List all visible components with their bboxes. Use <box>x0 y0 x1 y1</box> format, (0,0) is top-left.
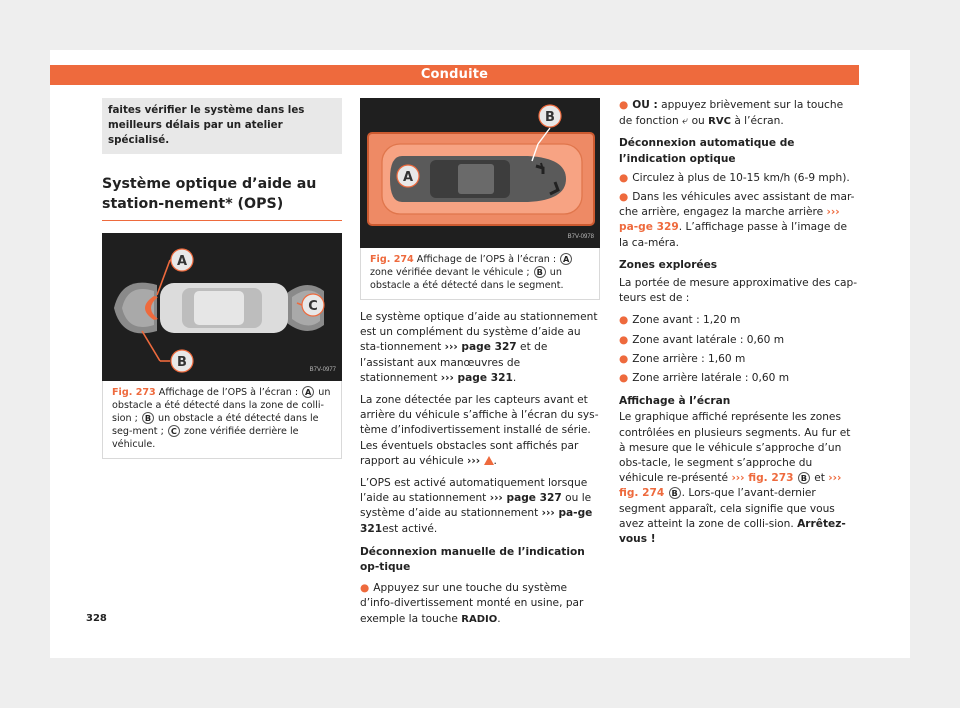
bullet-item: ● Circulez à plus de 10-15 km/h (6-9 mph). <box>619 171 850 184</box>
page-link[interactable]: ››› <box>467 454 481 467</box>
caption-text: zone vérifiée devant le véhicule ; <box>370 267 530 278</box>
page-link[interactable]: ››› pa-ge 329 <box>619 206 840 234</box>
figure-273-caption <box>102 381 342 459</box>
figure-273 <box>102 233 342 459</box>
figure-label: Fig. 273 <box>112 387 156 398</box>
figure-label: Fig. 274 <box>370 254 414 265</box>
subheading: Zones explorées <box>619 258 718 271</box>
callout-b-label: B <box>177 355 187 370</box>
subheading: Affichage à l’écran <box>619 395 731 408</box>
rvc-button-label: RVC <box>708 116 731 128</box>
bullet-icon: ● <box>619 352 629 365</box>
figure-link[interactable]: ››› fig. 273 <box>731 472 794 485</box>
fig273-car <box>160 283 288 333</box>
bullet-icon: ● <box>619 333 629 346</box>
paragraph: La portée de mesure approximative des cap-teurs est de : <box>619 277 858 305</box>
figure-code: B7V-0978 <box>567 233 594 240</box>
zone-item: ● Zone arrière latérale : 0,60 m <box>619 372 790 385</box>
back-arrow-icon: ⤶ <box>682 114 689 128</box>
marker-b: B <box>669 487 681 499</box>
figure-273-image <box>102 233 342 381</box>
caption-text: Affichage de l’OPS à l’écran : <box>158 387 299 398</box>
bullet-icon: ● <box>619 372 629 385</box>
page-link[interactable]: ››› page 327 <box>444 341 517 354</box>
paragraph: Le graphique affiché représente les zones contrôlées en plusieurs segments. Au fur et à mesure que le véhicule s’approche d’un obs-tacle, le segment s’approche du véhicule re-présenté ››› fig. 273 B et ››› fig. 274 B . Lors-que l’avant-dernier segment apparaît, cela signifie que vous avez atteint la zone de colli-sion. Arrêtez-vous ! <box>619 411 851 546</box>
notice-box: faites vérifier le système dans les meilleurs délais par un atelier spécialisé. <box>102 98 342 154</box>
figure-274-caption <box>360 248 600 300</box>
figure-274 <box>360 98 600 300</box>
bullet-icon: ● <box>619 171 629 184</box>
page-link[interactable]: ››› page 321 <box>440 371 513 384</box>
bullet-item: ● Dans les véhicules avec assistant de mar-che arrière, engagez la marche arrière ››› pa-ge 329. L’affichage passe à l’image de la ca-méra. <box>619 191 855 249</box>
caption-text: un obstacle a été détecté dans le seg-ment ; <box>112 413 319 437</box>
column-1 <box>102 98 342 459</box>
zone-item: ● Zone avant latérale : 0,60 m <box>619 333 785 346</box>
radio-button-label: RADIO <box>461 613 498 625</box>
caption-text: un obstacle a été détecté dans la zone de colli-sion ; <box>112 387 331 424</box>
paragraph: Le système optique d’aide au stationnement est un complément du système d’aide au sta-tionnement ››› page 327 et de l’assistant aux manœuvres de stationnement ››› page 321. <box>360 311 598 384</box>
callout-a-label: A <box>402 170 414 185</box>
zone-item: ● Zone avant : 1,20 m <box>619 314 741 327</box>
callout-c-label: C <box>308 299 318 314</box>
marker-b: B <box>534 266 546 278</box>
page-link[interactable]: ››› pa-ge 321 <box>360 507 593 535</box>
callout-a-label: A <box>176 254 188 269</box>
paragraph: La zone détectée par les capteurs avant et arrière du véhicule s’affiche à l’écran du sys-tème d’infodivertissement installé de série. Les éventuels obstacles sont affichés par rapport au véhicule ››› . <box>360 394 599 467</box>
figure-274-image <box>360 98 600 248</box>
figure-code: B7V-0977 <box>309 366 336 373</box>
bullet-icon: ● <box>619 314 629 327</box>
warning-icon <box>484 456 494 465</box>
paragraph: L’OPS est activé automatiquement lorsque l’aide au stationnement ››› page 327 ou le système d’aide au stationnement ››› pa-ge 321est activé. <box>360 477 593 535</box>
marker-a: A <box>302 386 314 398</box>
zone-item: ● Zone arrière : 1,60 m <box>619 352 746 365</box>
chapter-header: Conduite <box>50 65 859 85</box>
section-title: Système optique d’aide au station-nement* (OPS) <box>102 174 342 221</box>
figure-link[interactable]: ››› fig. 274 <box>619 472 842 500</box>
marker-c: C <box>168 425 180 437</box>
body-text <box>360 310 600 627</box>
marker-b: B <box>798 472 810 484</box>
page-number: 328 <box>86 613 107 624</box>
marker-b: B <box>142 412 154 424</box>
bullet-item: ● Appuyez sur une touche du système d’info-divertissement monté en usine, par exemple la touche RADIO. <box>360 582 584 625</box>
marker-a: A <box>560 253 572 265</box>
column-2 <box>360 98 600 631</box>
bullet-item: ● OU : appuyez brièvement sur la touche de fonction ⤶ ou RVC à l’écran. <box>619 99 844 128</box>
page-link[interactable]: ››› page 327 <box>489 492 562 505</box>
caption-text: Affichage de l’OPS à l’écran : <box>416 254 557 265</box>
bullet-icon: ● <box>360 582 370 595</box>
fig273-rear-zone <box>114 283 158 334</box>
caption-text: un obstacle a été détecté dans le segment. <box>370 267 564 291</box>
subheading: Déconnexion manuelle de l’indication op-tique <box>360 545 585 574</box>
bullet-icon: ● <box>619 99 629 111</box>
column-3 <box>619 98 859 554</box>
caption-text: zone vérifiée derrière le véhicule. <box>112 426 299 450</box>
subheading: Déconnexion automatique de l’indication optique <box>619 137 795 165</box>
callout-b-label: B <box>545 110 555 125</box>
bullet-icon: ● <box>619 191 629 204</box>
